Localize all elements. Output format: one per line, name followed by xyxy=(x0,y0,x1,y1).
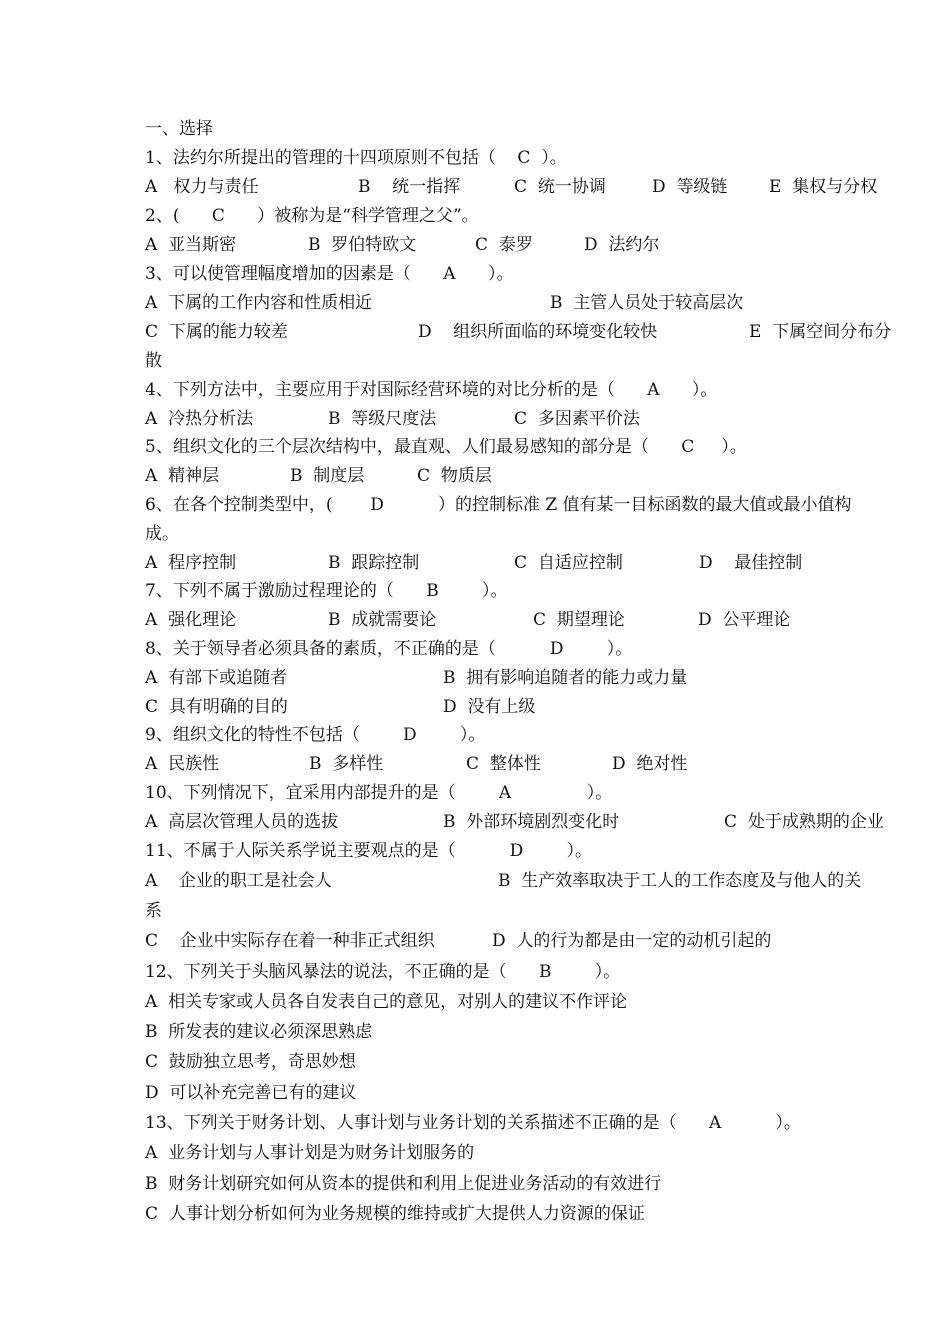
option-b: B 成就需要论 xyxy=(328,610,437,630)
question-12-option-d: D 可以补充完善已有的建议 xyxy=(145,1083,357,1103)
option-b: B 拥有影响追随者的能力或力量 xyxy=(443,668,688,688)
option-a: A 强化理论 xyxy=(145,610,237,630)
option-c: C 统一协调 xyxy=(514,177,606,197)
option-a: A 有部下或追随者 xyxy=(145,668,288,688)
option-d: D 公平理论 xyxy=(698,610,791,630)
question-10-stem: 10、下列情况下，宜采用内部提升的是（ A ）。 xyxy=(145,783,613,803)
option-c: C 具有明确的目的 xyxy=(145,697,288,717)
option-b: B 罗伯特欧文 xyxy=(308,235,417,255)
option-c: C 期望理论 xyxy=(533,610,625,630)
question-4-stem: 4、下列方法中，主要应用于对国际经营环境的对比分析的是（ A ）。 xyxy=(145,380,718,400)
question-11-stem: 11、不属于人际关系学说主要观点的是（ D ）。 xyxy=(145,841,593,861)
section-title: 一、选择 xyxy=(145,119,213,139)
question-13-option-a: A 业务计划与人事计划是为财务计划服务的 xyxy=(145,1143,475,1163)
question-12-option-b: B 所发表的建议必须深思熟虑 xyxy=(145,1022,373,1042)
option-b: B 外部环境剧烈变化时 xyxy=(443,812,620,832)
option-d: D 最佳控制 xyxy=(699,553,803,573)
option-b: B 主管人员处于较高层次 xyxy=(550,293,744,313)
question-13-option-c: C 人事计划分析如何为业务规模的维持或扩大提供人力资源的保证 xyxy=(145,1204,645,1224)
question-11-options-row-1 xyxy=(145,870,862,894)
question-5-stem: 5、组织文化的三个层次结构中，最直观、人们最易感知的部分是（ C ）。 xyxy=(145,437,747,457)
question-3-stem: 3、可以使管理幅度增加的因素是（ A ）。 xyxy=(145,264,514,284)
question-13-option-b: B 财务计划研究如何从资本的提供和利用上促进业务活动的有效进行 xyxy=(145,1174,662,1194)
question-10-options xyxy=(145,811,884,835)
question-11-options-row-2 xyxy=(145,930,772,954)
option-a: A 企业的职工是社会人 xyxy=(145,871,332,891)
option-a: A 权力与责任 xyxy=(145,177,259,197)
question-9-stem: 9、组织文化的特性不包括（ D ）。 xyxy=(145,725,486,745)
option-c: C 多因素平价法 xyxy=(514,409,640,429)
option-b: B 多样性 xyxy=(309,754,384,774)
question-5-options xyxy=(145,465,492,489)
option-c: C 泰罗 xyxy=(475,235,533,255)
question-7-stem: 7、下列不属于激励过程理论的（ B ）。 xyxy=(145,581,508,601)
option-c: C 企业中实际存在着一种非正式组织 xyxy=(145,931,435,951)
option-d: D 等级链 xyxy=(652,177,728,197)
option-a: A 高层次管理人员的选拔 xyxy=(145,812,339,832)
question-13-stem: 13、下列关于财务计划、人事计划与业务计划的关系描述不正确的是（ A ）。 xyxy=(145,1113,801,1133)
option-d: D 绝对性 xyxy=(612,754,688,774)
option-b: B 跟踪控制 xyxy=(328,553,420,573)
option-b: B 制度层 xyxy=(290,466,365,486)
option-e: E 集权与分权 xyxy=(769,177,878,197)
question-1-options xyxy=(145,176,878,200)
question-12-option-a: A 相关专家或人员各自发表自己的意见，对别人的建议不作评论 xyxy=(145,992,628,1012)
option-c: C 自适应控制 xyxy=(514,553,623,573)
option-a: A 精神层 xyxy=(145,466,220,486)
option-c: C 处于成熟期的企业 xyxy=(724,812,884,832)
option-e: E 下属空间分布分 xyxy=(749,322,892,342)
question-3-continuation: 散 xyxy=(145,351,162,371)
option-d: D 人的行为都是由一定的动机引起的 xyxy=(492,931,772,951)
option-a: A 民族性 xyxy=(145,754,220,774)
option-b: B 统一指挥 xyxy=(358,177,461,197)
question-2-stem: 2、( C ）被称为是“科学管理之父”。 xyxy=(145,206,479,226)
question-7-options xyxy=(145,609,791,633)
option-d: D 组织所面临的环境变化较快 xyxy=(418,322,658,342)
question-3-options-row-1 xyxy=(145,292,744,316)
question-1-stem: 1、法约尔所提出的管理的十四项原则不包括（ C ）。 xyxy=(145,148,567,168)
question-8-options-row-1 xyxy=(145,667,688,691)
option-d: D 没有上级 xyxy=(443,697,536,717)
question-8-options-row-2 xyxy=(145,696,536,720)
option-d: D 法约尔 xyxy=(584,235,660,255)
question-6-continuation: 成。 xyxy=(145,524,179,544)
option-a: A 程序控制 xyxy=(145,553,237,573)
option-c: C 物质层 xyxy=(417,466,492,486)
option-c: C 整体性 xyxy=(466,754,541,774)
question-9-options xyxy=(145,753,688,777)
question-6-stem: 6、在各个控制类型中，( D ）的控制标准 Z 值有某一目标函数的最大值或最小值构 xyxy=(145,495,852,515)
option-a: A 亚当斯密 xyxy=(145,235,237,255)
question-2-options xyxy=(145,234,660,258)
question-3-options-row-2 xyxy=(145,321,892,345)
option-a: A 冷热分析法 xyxy=(145,409,254,429)
question-6-options xyxy=(145,552,803,576)
option-c: C 下属的能力较差 xyxy=(145,322,288,342)
question-8-stem: 8、关于领导者必须具备的素质，不正确的是（ D ）。 xyxy=(145,639,633,659)
option-b: B 生产效率取决于工人的工作态度及与他人的关 xyxy=(498,871,862,891)
question-11-continuation: 系 xyxy=(145,901,162,921)
question-12-stem: 12、下列关于头脑风暴法的说法，不正确的是（ B ）。 xyxy=(145,962,621,982)
question-12-option-c: C 鼓励独立思考，奇思妙想 xyxy=(145,1052,356,1072)
option-a: A 下属的工作内容和性质相近 xyxy=(145,293,373,313)
question-4-options xyxy=(145,408,640,432)
option-b: B 等级尺度法 xyxy=(328,409,437,429)
